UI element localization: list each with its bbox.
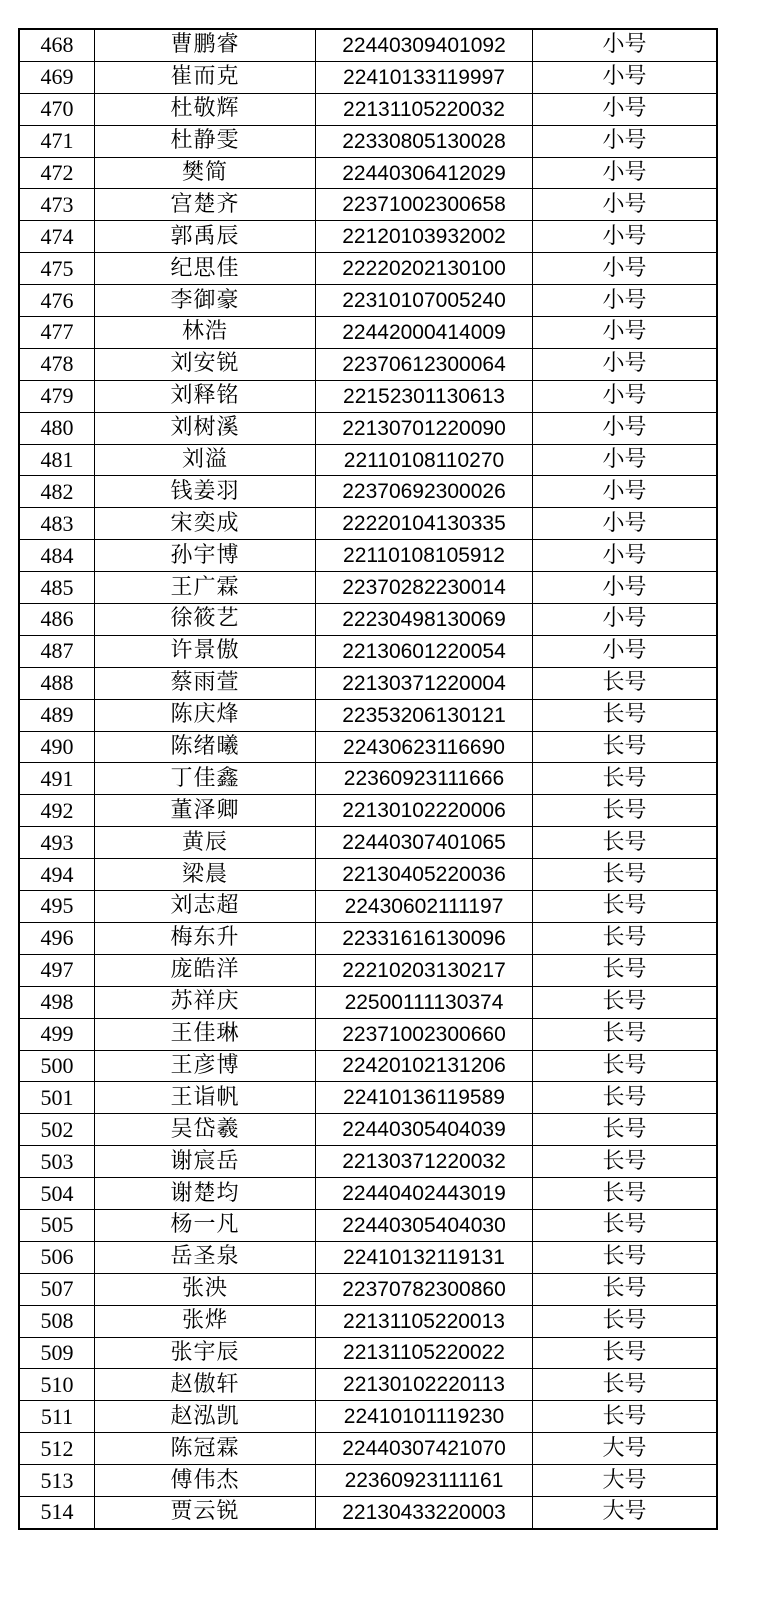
table-row bbox=[19, 954, 717, 986]
row-number-cell: 508 bbox=[19, 1305, 95, 1337]
size-cell: 小号 bbox=[533, 604, 718, 636]
size-cell: 小号 bbox=[533, 572, 718, 604]
row-number-cell: 487 bbox=[19, 635, 95, 667]
table-row bbox=[19, 1082, 717, 1114]
row-number-cell: 480 bbox=[19, 412, 95, 444]
table-row bbox=[19, 763, 717, 795]
student-id-cell: 22440306412029 bbox=[316, 157, 533, 189]
student-id-cell: 22360923111666 bbox=[316, 763, 533, 795]
table-row bbox=[19, 61, 717, 93]
table-row bbox=[19, 380, 717, 412]
row-number-cell: 499 bbox=[19, 1018, 95, 1050]
student-name-cell: 谢宸岳 bbox=[95, 1146, 316, 1178]
table-row bbox=[19, 508, 717, 540]
row-number-cell: 509 bbox=[19, 1337, 95, 1369]
table-row bbox=[19, 1146, 717, 1178]
size-cell: 长号 bbox=[533, 1146, 718, 1178]
student-id-cell: 22152301130613 bbox=[316, 380, 533, 412]
student-id-cell: 22442000414009 bbox=[316, 317, 533, 349]
table-row bbox=[19, 572, 717, 604]
row-number-cell: 498 bbox=[19, 986, 95, 1018]
table-row bbox=[19, 1273, 717, 1305]
row-number-cell: 503 bbox=[19, 1146, 95, 1178]
student-name-cell: 董泽卿 bbox=[95, 795, 316, 827]
row-number-cell: 502 bbox=[19, 1114, 95, 1146]
size-cell: 大号 bbox=[533, 1433, 718, 1465]
row-number-cell: 495 bbox=[19, 891, 95, 923]
student-name-cell: 岳圣泉 bbox=[95, 1241, 316, 1273]
row-number-cell: 482 bbox=[19, 476, 95, 508]
student-name-cell: 杨一凡 bbox=[95, 1209, 316, 1241]
size-cell: 小号 bbox=[533, 29, 718, 61]
student-id-cell: 22130371220004 bbox=[316, 667, 533, 699]
table-row bbox=[19, 540, 717, 572]
row-number-cell: 468 bbox=[19, 29, 95, 61]
student-id-cell: 22130102220113 bbox=[316, 1369, 533, 1401]
student-id-cell: 22370612300064 bbox=[316, 348, 533, 380]
student-id-cell: 22430602111197 bbox=[316, 891, 533, 923]
size-cell: 大号 bbox=[533, 1496, 718, 1528]
size-cell: 长号 bbox=[533, 827, 718, 859]
student-id-cell: 22130601220054 bbox=[316, 635, 533, 667]
row-number-cell: 470 bbox=[19, 93, 95, 125]
student-name-cell: 吴岱羲 bbox=[95, 1114, 316, 1146]
table-row bbox=[19, 1178, 717, 1210]
student-id-cell: 22230498130069 bbox=[316, 604, 533, 636]
student-name-cell: 王诣帆 bbox=[95, 1082, 316, 1114]
size-cell: 长号 bbox=[533, 1369, 718, 1401]
row-number-cell: 505 bbox=[19, 1209, 95, 1241]
student-id-cell: 22331616130096 bbox=[316, 922, 533, 954]
size-cell: 长号 bbox=[533, 699, 718, 731]
size-cell: 小号 bbox=[533, 317, 718, 349]
row-number-cell: 473 bbox=[19, 189, 95, 221]
size-cell: 长号 bbox=[533, 922, 718, 954]
roster-table-body bbox=[19, 29, 717, 1529]
size-cell: 长号 bbox=[533, 1305, 718, 1337]
size-cell: 长号 bbox=[533, 1018, 718, 1050]
student-name-cell: 林浩 bbox=[95, 317, 316, 349]
row-number-cell: 484 bbox=[19, 540, 95, 572]
student-name-cell: 刘安锐 bbox=[95, 348, 316, 380]
table-row bbox=[19, 285, 717, 317]
table-row bbox=[19, 348, 717, 380]
student-name-cell: 陈庆烽 bbox=[95, 699, 316, 731]
student-name-cell: 苏祥庆 bbox=[95, 986, 316, 1018]
student-id-cell: 22130371220032 bbox=[316, 1146, 533, 1178]
student-name-cell: 谢楚均 bbox=[95, 1178, 316, 1210]
roster-table bbox=[18, 28, 718, 1530]
row-number-cell: 513 bbox=[19, 1465, 95, 1497]
size-cell: 长号 bbox=[533, 1209, 718, 1241]
table-row bbox=[19, 891, 717, 923]
row-number-cell: 486 bbox=[19, 604, 95, 636]
student-name-cell: 张泱 bbox=[95, 1273, 316, 1305]
student-name-cell: 陈绪曦 bbox=[95, 731, 316, 763]
size-cell: 小号 bbox=[533, 253, 718, 285]
size-cell: 小号 bbox=[533, 540, 718, 572]
size-cell: 小号 bbox=[533, 125, 718, 157]
table-row bbox=[19, 859, 717, 891]
table-row bbox=[19, 1241, 717, 1273]
size-cell: 小号 bbox=[533, 635, 718, 667]
table-row bbox=[19, 635, 717, 667]
row-number-cell: 478 bbox=[19, 348, 95, 380]
row-number-cell: 477 bbox=[19, 317, 95, 349]
student-name-cell: 孙宇博 bbox=[95, 540, 316, 572]
student-id-cell: 22353206130121 bbox=[316, 699, 533, 731]
size-cell: 长号 bbox=[533, 1337, 718, 1369]
student-name-cell: 曹鹏睿 bbox=[95, 29, 316, 61]
student-id-cell: 22410101119230 bbox=[316, 1401, 533, 1433]
student-name-cell: 郭禹辰 bbox=[95, 221, 316, 253]
table-row bbox=[19, 444, 717, 476]
row-number-cell: 511 bbox=[19, 1401, 95, 1433]
row-number-cell: 500 bbox=[19, 1050, 95, 1082]
student-id-cell: 22410133119997 bbox=[316, 61, 533, 93]
table-row bbox=[19, 1018, 717, 1050]
size-cell: 小号 bbox=[533, 348, 718, 380]
size-cell: 长号 bbox=[533, 891, 718, 923]
student-name-cell: 钱姜羽 bbox=[95, 476, 316, 508]
student-name-cell: 傅伟杰 bbox=[95, 1465, 316, 1497]
row-number-cell: 497 bbox=[19, 954, 95, 986]
student-name-cell: 刘释铭 bbox=[95, 380, 316, 412]
student-name-cell: 梅东升 bbox=[95, 922, 316, 954]
row-number-cell: 469 bbox=[19, 61, 95, 93]
student-name-cell: 刘溢 bbox=[95, 444, 316, 476]
student-id-cell: 22110108110270 bbox=[316, 444, 533, 476]
student-id-cell: 22360923111161 bbox=[316, 1465, 533, 1497]
size-cell: 长号 bbox=[533, 667, 718, 699]
student-id-cell: 22210203130217 bbox=[316, 954, 533, 986]
student-id-cell: 22310107005240 bbox=[316, 285, 533, 317]
student-name-cell: 赵傲轩 bbox=[95, 1369, 316, 1401]
row-number-cell: 483 bbox=[19, 508, 95, 540]
row-number-cell: 512 bbox=[19, 1433, 95, 1465]
student-name-cell: 许景傲 bbox=[95, 635, 316, 667]
table-row bbox=[19, 795, 717, 827]
table-row bbox=[19, 1369, 717, 1401]
row-number-cell: 476 bbox=[19, 285, 95, 317]
student-id-cell: 22500111130374 bbox=[316, 986, 533, 1018]
student-id-cell: 22440402443019 bbox=[316, 1178, 533, 1210]
size-cell: 长号 bbox=[533, 1050, 718, 1082]
table-row bbox=[19, 157, 717, 189]
student-id-cell: 22220202130100 bbox=[316, 253, 533, 285]
student-name-cell: 王广霖 bbox=[95, 572, 316, 604]
table-row bbox=[19, 1401, 717, 1433]
student-id-cell: 22131105220013 bbox=[316, 1305, 533, 1337]
table-row bbox=[19, 1433, 717, 1465]
table-row bbox=[19, 125, 717, 157]
size-cell: 长号 bbox=[533, 795, 718, 827]
row-number-cell: 489 bbox=[19, 699, 95, 731]
student-id-cell: 22440305404030 bbox=[316, 1209, 533, 1241]
size-cell: 小号 bbox=[533, 508, 718, 540]
student-id-cell: 22440309401092 bbox=[316, 29, 533, 61]
size-cell: 长号 bbox=[533, 1401, 718, 1433]
student-name-cell: 杜敬辉 bbox=[95, 93, 316, 125]
row-number-cell: 475 bbox=[19, 253, 95, 285]
student-name-cell: 张烨 bbox=[95, 1305, 316, 1337]
size-cell: 长号 bbox=[533, 954, 718, 986]
row-number-cell: 496 bbox=[19, 922, 95, 954]
table-row bbox=[19, 317, 717, 349]
student-id-cell: 22410132119131 bbox=[316, 1241, 533, 1273]
size-cell: 小号 bbox=[533, 189, 718, 221]
student-id-cell: 22410136119589 bbox=[316, 1082, 533, 1114]
student-name-cell: 张宇辰 bbox=[95, 1337, 316, 1369]
row-number-cell: 491 bbox=[19, 763, 95, 795]
table-row bbox=[19, 731, 717, 763]
table-row bbox=[19, 1209, 717, 1241]
student-name-cell: 刘志超 bbox=[95, 891, 316, 923]
student-id-cell: 22330805130028 bbox=[316, 125, 533, 157]
row-number-cell: 481 bbox=[19, 444, 95, 476]
row-number-cell: 493 bbox=[19, 827, 95, 859]
student-name-cell: 杜静雯 bbox=[95, 125, 316, 157]
student-id-cell: 22440305404039 bbox=[316, 1114, 533, 1146]
size-cell: 小号 bbox=[533, 412, 718, 444]
student-id-cell: 22130433220003 bbox=[316, 1496, 533, 1528]
student-name-cell: 梁晨 bbox=[95, 859, 316, 891]
table-row bbox=[19, 1496, 717, 1528]
size-cell: 长号 bbox=[533, 986, 718, 1018]
row-number-cell: 485 bbox=[19, 572, 95, 604]
table-row bbox=[19, 221, 717, 253]
student-id-cell: 22130701220090 bbox=[316, 412, 533, 444]
student-name-cell: 王佳琳 bbox=[95, 1018, 316, 1050]
student-id-cell: 22370282230014 bbox=[316, 572, 533, 604]
student-name-cell: 赵泓凯 bbox=[95, 1401, 316, 1433]
table-row bbox=[19, 986, 717, 1018]
table-row bbox=[19, 189, 717, 221]
table-row bbox=[19, 412, 717, 444]
student-name-cell: 陈冠霖 bbox=[95, 1433, 316, 1465]
row-number-cell: 471 bbox=[19, 125, 95, 157]
row-number-cell: 507 bbox=[19, 1273, 95, 1305]
student-name-cell: 纪思佳 bbox=[95, 253, 316, 285]
size-cell: 小号 bbox=[533, 157, 718, 189]
table-row bbox=[19, 1114, 717, 1146]
size-cell: 小号 bbox=[533, 61, 718, 93]
size-cell: 小号 bbox=[533, 93, 718, 125]
table-row bbox=[19, 667, 717, 699]
size-cell: 长号 bbox=[533, 1114, 718, 1146]
student-id-cell: 22430623116690 bbox=[316, 731, 533, 763]
size-cell: 小号 bbox=[533, 380, 718, 412]
student-id-cell: 22440307401065 bbox=[316, 827, 533, 859]
table-row bbox=[19, 1050, 717, 1082]
table-row bbox=[19, 699, 717, 731]
row-number-cell: 472 bbox=[19, 157, 95, 189]
row-number-cell: 494 bbox=[19, 859, 95, 891]
student-name-cell: 徐筱艺 bbox=[95, 604, 316, 636]
student-name-cell: 樊简 bbox=[95, 157, 316, 189]
student-id-cell: 22420102131206 bbox=[316, 1050, 533, 1082]
table-row bbox=[19, 1305, 717, 1337]
table-row bbox=[19, 93, 717, 125]
student-name-cell: 宋奕成 bbox=[95, 508, 316, 540]
student-id-cell: 22110108105912 bbox=[316, 540, 533, 572]
student-id-cell: 22131105220032 bbox=[316, 93, 533, 125]
size-cell: 长号 bbox=[533, 859, 718, 891]
row-number-cell: 514 bbox=[19, 1496, 95, 1528]
table-row bbox=[19, 476, 717, 508]
student-name-cell: 黄辰 bbox=[95, 827, 316, 859]
student-id-cell: 22370782300860 bbox=[316, 1273, 533, 1305]
student-id-cell: 22440307421070 bbox=[316, 1433, 533, 1465]
row-number-cell: 504 bbox=[19, 1178, 95, 1210]
size-cell: 小号 bbox=[533, 476, 718, 508]
student-id-cell: 22370692300026 bbox=[316, 476, 533, 508]
student-name-cell: 崔而克 bbox=[95, 61, 316, 93]
row-number-cell: 474 bbox=[19, 221, 95, 253]
row-number-cell: 490 bbox=[19, 731, 95, 763]
size-cell: 长号 bbox=[533, 1178, 718, 1210]
row-number-cell: 488 bbox=[19, 667, 95, 699]
student-id-cell: 22131105220022 bbox=[316, 1337, 533, 1369]
student-name-cell: 李御豪 bbox=[95, 285, 316, 317]
table-row bbox=[19, 1465, 717, 1497]
table-row bbox=[19, 604, 717, 636]
student-id-cell: 22130405220036 bbox=[316, 859, 533, 891]
student-id-cell: 22130102220006 bbox=[316, 795, 533, 827]
student-name-cell: 刘树溪 bbox=[95, 412, 316, 444]
student-name-cell: 宫楚齐 bbox=[95, 189, 316, 221]
table-row bbox=[19, 253, 717, 285]
row-number-cell: 510 bbox=[19, 1369, 95, 1401]
student-id-cell: 22371002300660 bbox=[316, 1018, 533, 1050]
table-row bbox=[19, 827, 717, 859]
student-name-cell: 蔡雨萱 bbox=[95, 667, 316, 699]
size-cell: 大号 bbox=[533, 1465, 718, 1497]
size-cell: 长号 bbox=[533, 1082, 718, 1114]
size-cell: 长号 bbox=[533, 763, 718, 795]
student-id-cell: 22120103932002 bbox=[316, 221, 533, 253]
size-cell: 长号 bbox=[533, 731, 718, 763]
row-number-cell: 506 bbox=[19, 1241, 95, 1273]
student-id-cell: 22220104130335 bbox=[316, 508, 533, 540]
table-row bbox=[19, 1337, 717, 1369]
student-name-cell: 丁佳鑫 bbox=[95, 763, 316, 795]
size-cell: 长号 bbox=[533, 1241, 718, 1273]
size-cell: 小号 bbox=[533, 285, 718, 317]
row-number-cell: 492 bbox=[19, 795, 95, 827]
size-cell: 小号 bbox=[533, 444, 718, 476]
table-row bbox=[19, 29, 717, 61]
student-id-cell: 22371002300658 bbox=[316, 189, 533, 221]
table-row bbox=[19, 922, 717, 954]
row-number-cell: 501 bbox=[19, 1082, 95, 1114]
row-number-cell: 479 bbox=[19, 380, 95, 412]
size-cell: 长号 bbox=[533, 1273, 718, 1305]
student-name-cell: 贾云锐 bbox=[95, 1496, 316, 1528]
size-cell: 小号 bbox=[533, 221, 718, 253]
student-name-cell: 庞皓洋 bbox=[95, 954, 316, 986]
student-name-cell: 王彦博 bbox=[95, 1050, 316, 1082]
